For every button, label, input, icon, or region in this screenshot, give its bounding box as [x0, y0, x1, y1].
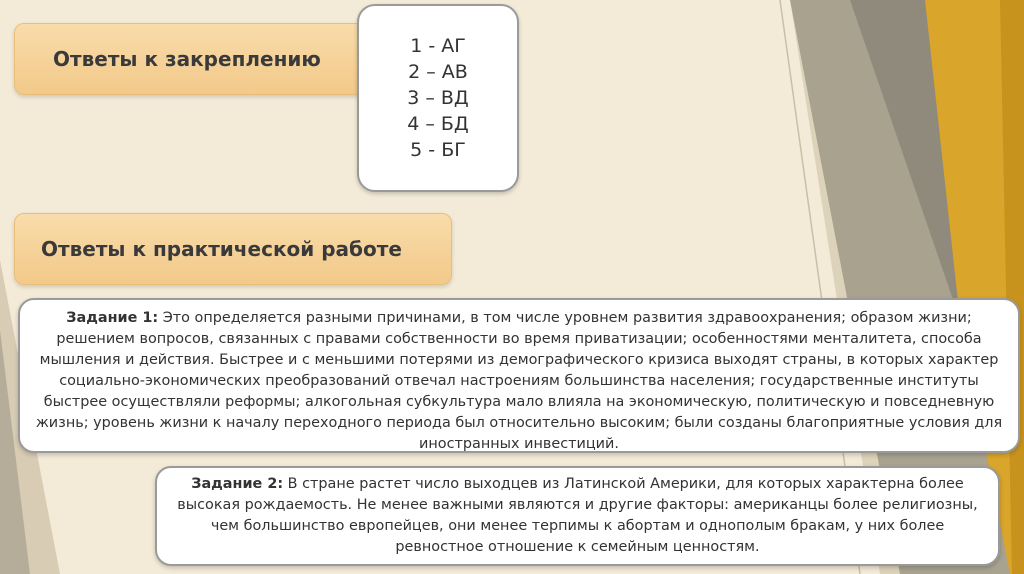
practical-work-title: Ответы к практической работе — [41, 237, 402, 261]
answer-item: 3 – ВД — [407, 87, 469, 109]
task2-label: Задание 2 — [191, 476, 278, 492]
task2-box: Задание 2: В стране растет число выходцев из Латинской Америки, для которых характерна более высокая рождаемость. Не менее важными являются и другие факторы: американцы более религиозны, чем большинство европейцев, они менее терпимы к абортам и однополым бракам, у них более ревностное отношение к семейным ценностям. — [155, 466, 1000, 566]
answers-box — [357, 4, 519, 192]
answer-item: 2 – АВ — [408, 61, 468, 83]
task1-box: Задание 1: Это определяется разными причинами, в том числе уровнем развития здравоохранения; образом жизни; решением вопросов, связанных с правами собственности во время приватизации; особенностями менталитета, способа мышления и действия. Быстрее и с меньшими потерями из демографического кризиса выходят страны, в которых характер социально-экономических преобразований отвечал настроениям большинства населения; государственные институты быстрее осуществляли реформы; алкогольная субкультура мало влияла на экономическую, политическую и повседневную жизнь; уровень жизни к началу переходного периода был относительно высоким; были созданы благоприятные условия для иностранных инвестиций. — [18, 298, 1020, 453]
answers-consolidation-title: Ответы к закреплению — [53, 47, 321, 71]
task1-text: Это определяется разными причинами, в том числе уровнем развития здравоохранения; образом жизни; решением вопросов, связанных с правами собственности во время приватизации; особенностями менталитета, способа мышления и действия. Быстрее и с меньшими потерями из демографического кризиса выходят страны, в которых характер социально-экономических преобразований отвечал настроениям большинства населения; государственные институты быстрее осуществляли реформы; алкогольная субкультура мало влияла на экономическую, политическую и повседневную жизнь; уровень жизни к началу переходного периода был относительно высоким; были созданы благоприятные условия для иностранных инвестиций. — [35, 310, 1003, 452]
answer-item: 4 – БД — [407, 113, 469, 135]
answer-item: 5 - БГ — [410, 139, 466, 161]
answer-item: 1 - АГ — [410, 35, 466, 57]
answers-consolidation-label — [14, 23, 414, 95]
task1-label: Задание 1 — [66, 310, 153, 326]
task2-text: В стране растет число выходцев из Латинской Америки, для которых характерна более высокая рождаемость. Не менее важными являются и другие факторы: американцы более религиозны, чем большинство европейцев, они менее терпимы к абортам и однополым бракам, у них более ревностное отношение к семейным ценностям. — [177, 476, 978, 555]
practical-work-label — [14, 213, 452, 285]
